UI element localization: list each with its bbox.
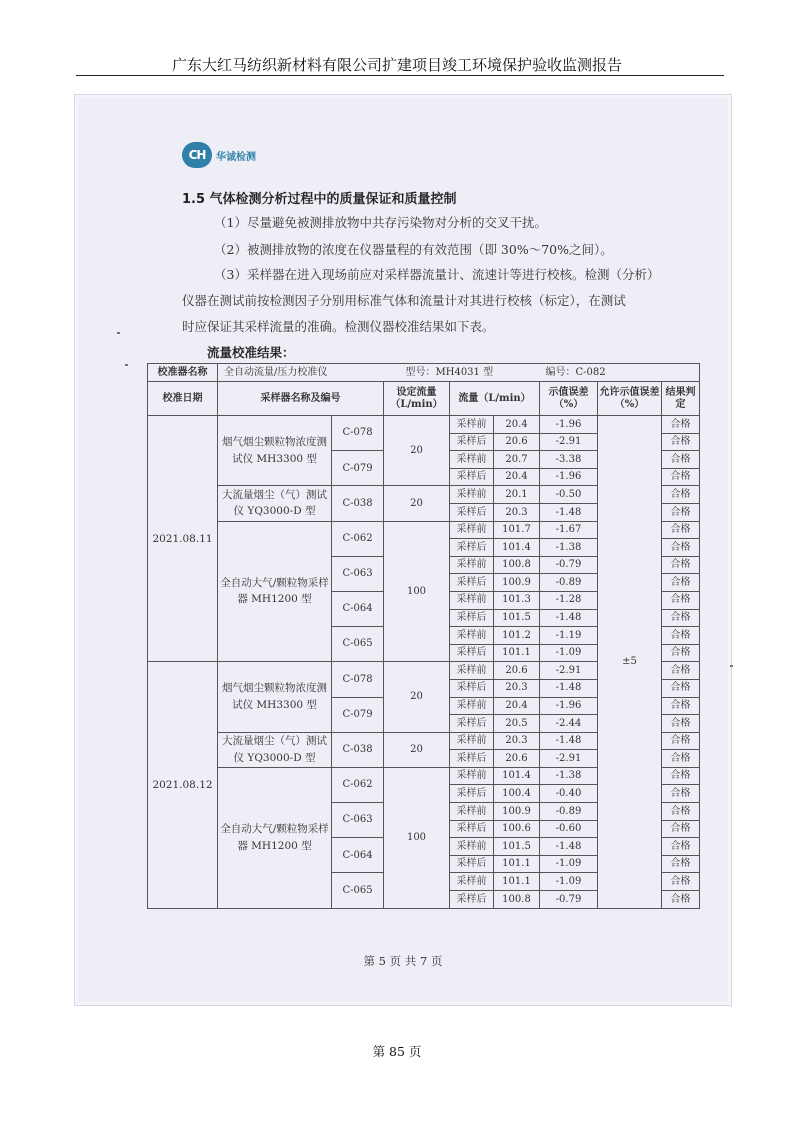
sampler-id: C-064 [332,838,384,873]
sampler-name: 烟气烟尘颗粒物浓度测试仪 MH3300 型 [218,416,332,486]
sampler-id: C-063 [332,803,384,838]
sampler-name: 全自动大气/颗粒物采样器 MH1200 型 [218,767,332,908]
calibration-date: 2021.08.12 [148,662,218,908]
calibrator-info-row [148,364,700,382]
indication-error: -0.89 [540,803,598,821]
measured-flow: 101.1 [494,855,540,873]
sample-stage: 采样后 [450,750,494,768]
paragraph-3-line-3: 时应保证其采样流量的准确。检测仪器校准结果如下表。 [182,319,495,334]
measured-flow: 101.7 [494,521,540,539]
measured-flow: 101.5 [494,838,540,856]
result-judgment: 合格 [662,662,700,680]
logo-mark: CH [182,142,212,168]
result-judgment: 合格 [662,556,700,574]
calibration-date: 2021.08.11 [148,416,218,662]
page-number: 第 85 页 [372,1044,422,1059]
allowed-error: ±5 [598,416,662,909]
indication-error: -0.40 [540,785,598,803]
measured-flow: 20.5 [494,715,540,733]
flow-calibration-table [147,363,700,909]
sample-stage: 采样后 [450,433,494,451]
measured-flow: 100.9 [494,574,540,592]
sample-stage: 采样前 [450,732,494,750]
sample-stage: 采样前 [450,662,494,680]
result-judgment: 合格 [662,486,700,504]
sample-stage: 采样前 [450,591,494,609]
indication-error: -1.19 [540,627,598,645]
result-judgment: 合格 [662,785,700,803]
sampler-id: C-064 [332,591,384,626]
result-judgment: 合格 [662,855,700,873]
set-flow: 20 [384,416,450,486]
measured-flow: 20.3 [494,679,540,697]
measured-flow: 20.4 [494,468,540,486]
sample-stage: 采样前 [450,767,494,785]
sample-stage: 采样前 [450,416,494,434]
measured-flow: 20.4 [494,697,540,715]
sample-stage: 采样前 [450,521,494,539]
indication-error: -1.96 [540,416,598,434]
header-date: 校准日期 [148,382,218,416]
indication-error: -2.91 [540,662,598,680]
header-sampler: 采样器名称及编号 [218,382,384,416]
result-judgment: 合格 [662,574,700,592]
indication-error: -1.09 [540,644,598,662]
header-error: 示值误差（%） [540,382,598,416]
result-judgment: 合格 [662,750,700,768]
result-judgment: 合格 [662,891,700,909]
measured-flow: 20.3 [494,732,540,750]
sample-stage: 采样后 [450,785,494,803]
sampler-id: C-063 [332,556,384,591]
scan-speck [730,665,733,667]
indication-error: -1.48 [540,679,598,697]
indication-error: -2.44 [540,715,598,733]
sampler-id: C-038 [332,486,384,521]
calibrator-name: 全自动流量/压力校准仪 [218,364,384,382]
result-judgment: 合格 [662,433,700,451]
result-judgment: 合格 [662,416,700,434]
indication-error: -1.38 [540,539,598,557]
header-allowed-error: 允许示值误差（%） [598,382,662,416]
result-judgment: 合格 [662,644,700,662]
header-flow: 流量（L/min） [450,382,540,416]
scan-speck [117,332,120,334]
calibrator-label: 校准器名称 [148,364,218,382]
indication-error: -0.79 [540,891,598,909]
table-row [148,416,700,434]
sampler-id: C-062 [332,767,384,802]
result-judgment: 合格 [662,803,700,821]
measured-flow: 20.1 [494,486,540,504]
measured-flow: 20.6 [494,433,540,451]
sample-stage: 采样前 [450,838,494,856]
sample-stage: 采样后 [450,574,494,592]
header-divider [76,75,724,76]
indication-error: -1.38 [540,767,598,785]
sampler-name: 大流量烟尘（气）测试仪 YQ3000-D 型 [218,732,332,767]
indication-error: -1.96 [540,468,598,486]
indication-error: -2.91 [540,750,598,768]
set-flow: 100 [384,767,450,908]
sampler-name: 烟气烟尘颗粒物浓度测试仪 MH3300 型 [218,662,332,732]
sample-stage: 采样后 [450,644,494,662]
result-judgment: 合格 [662,873,700,891]
set-flow: 20 [384,486,450,521]
sample-stage: 采样前 [450,451,494,469]
calibrator-model: 型号：MH4031 型 [384,364,540,382]
indication-error: -1.48 [540,838,598,856]
measured-flow: 101.4 [494,767,540,785]
indication-error: -0.50 [540,486,598,504]
calibrator-serial: 编号：C-082 [540,364,700,382]
header-set-flow: 设定流量（L/min） [384,382,450,416]
result-judgment: 合格 [662,521,700,539]
sampler-name: 全自动大气/颗粒物采样器 MH1200 型 [218,521,332,662]
result-judgment: 合格 [662,451,700,469]
measured-flow: 100.4 [494,785,540,803]
measured-flow: 101.5 [494,609,540,627]
result-judgment: 合格 [662,715,700,733]
sample-stage: 采样后 [450,609,494,627]
set-flow: 100 [384,521,450,662]
measured-flow: 100.8 [494,891,540,909]
sample-stage: 采样前 [450,486,494,504]
sample-stage: 采样后 [450,855,494,873]
result-judgment: 合格 [662,468,700,486]
sample-stage: 采样前 [450,697,494,715]
sample-stage: 采样后 [450,891,494,909]
result-judgment: 合格 [662,732,700,750]
measured-flow: 100.9 [494,803,540,821]
sampler-id: C-038 [332,732,384,767]
result-judgment: 合格 [662,679,700,697]
indication-error: -3.38 [540,451,598,469]
result-judgment: 合格 [662,627,700,645]
set-flow: 20 [384,662,450,732]
indication-error: -1.67 [540,521,598,539]
measured-flow: 20.3 [494,503,540,521]
sampler-id: C-065 [332,873,384,908]
indication-error: -1.28 [540,591,598,609]
sample-stage: 采样前 [450,873,494,891]
measured-flow: 100.6 [494,820,540,838]
indication-error: -0.60 [540,820,598,838]
measured-flow: 101.2 [494,627,540,645]
measured-flow: 20.6 [494,662,540,680]
result-judgment: 合格 [662,838,700,856]
header-result: 结果判定 [662,382,700,416]
indication-error: -1.09 [540,873,598,891]
section-heading: 1.5 气体检测分析过程中的质量保证和质量控制 [182,192,457,207]
measured-flow: 101.4 [494,539,540,557]
measured-flow: 20.7 [494,451,540,469]
indication-error: -1.96 [540,697,598,715]
sampler-id: C-079 [332,451,384,486]
sample-stage: 采样后 [450,820,494,838]
indication-error: -1.48 [540,503,598,521]
sample-stage: 采样后 [450,468,494,486]
sampler-name: 大流量烟尘（气）测试仪 YQ3000-D 型 [218,486,332,521]
sample-stage: 采样后 [450,539,494,557]
table-caption: 流量校准结果： [207,345,295,360]
column-header-row [148,382,700,416]
report-header-title: 广东大红马纺织新材料有限公司扩建项目竣工环境保护验收监测报告 [171,56,622,74]
logo-name: 华诚检测 [216,151,256,163]
measured-flow: 20.4 [494,416,540,434]
sampler-id: C-078 [332,662,384,697]
sample-stage: 采样前 [450,803,494,821]
result-judgment: 合格 [662,609,700,627]
result-judgment: 合格 [662,820,700,838]
result-judgment: 合格 [662,539,700,557]
paragraph-3-line-1: （3）采样器在进入现场前应对采样器流量计、流速计等进行校核。检测（分析） [214,267,660,282]
result-judgment: 合格 [662,767,700,785]
sample-stage: 采样后 [450,715,494,733]
result-judgment: 合格 [662,697,700,715]
inner-page-number: 第 5 页 共 7 页 [363,954,443,968]
measured-flow: 101.1 [494,644,540,662]
measured-flow: 101.3 [494,591,540,609]
scanned-page [74,94,732,1006]
scan-speck [125,364,128,366]
result-judgment: 合格 [662,591,700,609]
paragraph-2: （2）被测排放物的浓度在仪器量程的有效范围（即 30%～70%之间）。 [214,242,613,257]
paragraph-1: （1）尽量避免被测排放物中共存污染物对分析的交叉干扰。 [214,215,547,230]
indication-error: -1.48 [540,732,598,750]
indication-error: -0.79 [540,556,598,574]
sampler-id: C-079 [332,697,384,732]
measured-flow: 100.8 [494,556,540,574]
sample-stage: 采样前 [450,627,494,645]
indication-error: -0.89 [540,574,598,592]
measured-flow: 20.6 [494,750,540,768]
company-logo [182,142,256,168]
indication-error: -2.91 [540,433,598,451]
result-judgment: 合格 [662,503,700,521]
indication-error: -1.48 [540,609,598,627]
measured-flow: 101.1 [494,873,540,891]
sampler-id: C-062 [332,521,384,556]
set-flow: 20 [384,732,450,767]
sample-stage: 采样前 [450,556,494,574]
sample-stage: 采样后 [450,679,494,697]
sampler-id: C-065 [332,627,384,662]
sampler-id: C-078 [332,416,384,451]
indication-error: -1.09 [540,855,598,873]
sample-stage: 采样后 [450,503,494,521]
paragraph-3-line-2: 仪器在测试前按检测因子分别用标准气体和流量计对其进行校核（标定），在测试 [182,293,626,308]
